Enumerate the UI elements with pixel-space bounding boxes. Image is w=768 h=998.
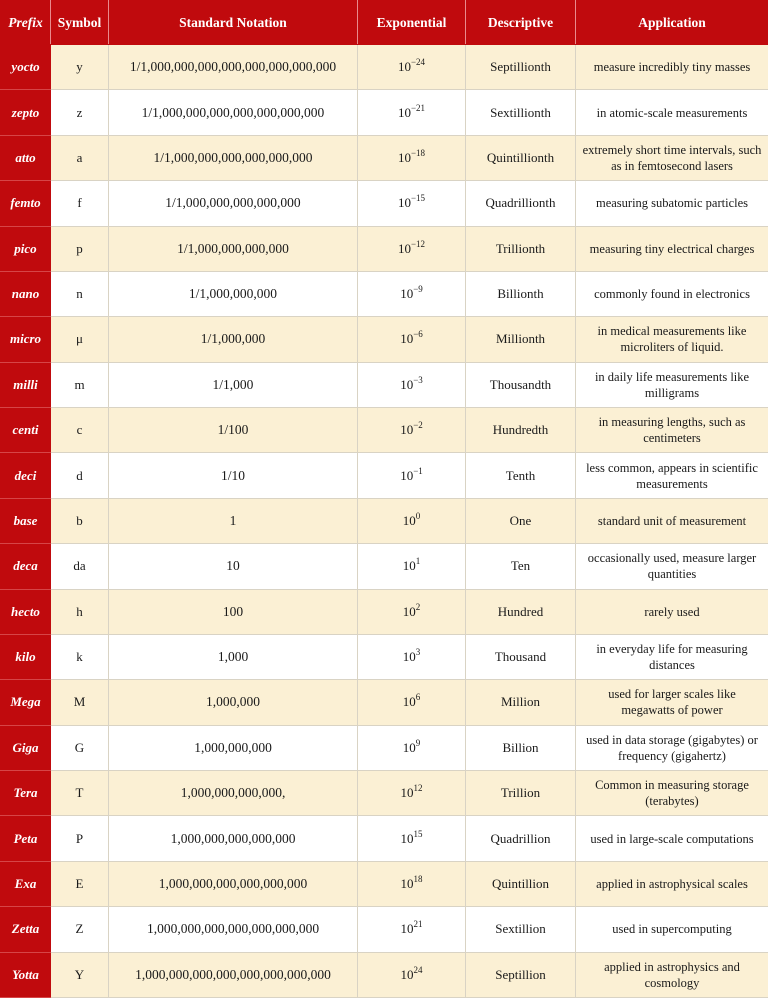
table-row — [1, 952, 768, 998]
application-cell: commonly found in electronics — [576, 271, 768, 316]
application-cell: in atomic-scale measurements — [576, 90, 768, 135]
exponent-base: 10 — [397, 149, 411, 165]
table-row — [1, 226, 768, 271]
header-prefix: Prefix — [1, 1, 51, 45]
prefix-cell: nano — [1, 271, 51, 316]
prefix-cell: hecto — [1, 589, 51, 634]
exponent-base: 10 — [397, 104, 411, 120]
descriptive-cell: Billionth — [466, 271, 576, 316]
exponent-power: −3 — [413, 374, 423, 385]
exponent-power: −15 — [410, 193, 426, 204]
exponent-power: −21 — [410, 102, 426, 113]
table-row — [1, 907, 768, 952]
symbol-cell: f — [51, 181, 109, 226]
prefix-cell: yocto — [1, 45, 51, 90]
application-cell: in medical measurements like microliters of liquid. — [576, 317, 768, 362]
table-row — [1, 680, 768, 725]
table-row — [1, 45, 768, 90]
prefix-cell: base — [1, 498, 51, 543]
standard-notation-cell: 1/1,000,000,000,000,000,000,000,000 — [109, 45, 358, 90]
prefix-cell: Zetta — [1, 907, 51, 952]
standard-notation-cell: 100 — [109, 589, 358, 634]
exponent-base: 10 — [402, 739, 416, 755]
application-cell: less common, appears in scientific measurements — [576, 453, 768, 498]
descriptive-cell: Trillionth — [466, 226, 576, 271]
application-cell: used in supercomputing — [576, 907, 768, 952]
application-cell: Common in measuring storage (terabytes) — [576, 771, 768, 816]
table-row — [1, 725, 768, 770]
standard-notation-cell: 1,000,000,000,000,000,000,000,000 — [109, 952, 358, 998]
descriptive-cell: Septillionth — [466, 45, 576, 90]
exponential-cell — [358, 408, 466, 453]
exponent-power: 2 — [415, 601, 421, 612]
exponential-cell — [358, 907, 466, 952]
exponent-power: 21 — [413, 919, 423, 930]
exponential-cell — [358, 771, 466, 816]
symbol-cell: a — [51, 135, 109, 180]
symbol-cell: P — [51, 816, 109, 861]
application-cell: used in data storage (gigabytes) or frequency (gigahertz) — [576, 725, 768, 770]
application-cell: used for larger scales like megawatts of power — [576, 680, 768, 725]
standard-notation-cell: 1/1,000,000,000,000,000,000 — [109, 135, 358, 180]
header-row — [1, 1, 768, 45]
prefix-cell: deci — [1, 453, 51, 498]
exponent-power: −9 — [413, 284, 423, 295]
exponent-power: 3 — [415, 647, 421, 658]
table-row — [1, 135, 768, 180]
standard-notation-cell: 1,000 — [109, 634, 358, 679]
table-row — [1, 498, 768, 543]
header-exponential: Exponential — [358, 1, 466, 45]
table-row — [1, 861, 768, 906]
exponent-base: 10 — [400, 331, 414, 347]
exponential-cell — [358, 861, 466, 906]
symbol-cell: μ — [51, 317, 109, 362]
exponential-cell — [358, 816, 466, 861]
prefix-cell: Peta — [1, 816, 51, 861]
exponential-cell — [358, 317, 466, 362]
standard-notation-cell: 1,000,000,000 — [109, 725, 358, 770]
exponent-base: 10 — [400, 921, 414, 937]
descriptive-cell: Quadrillion — [466, 816, 576, 861]
exponent-power: 6 — [415, 692, 421, 703]
standard-notation-cell: 1,000,000,000,000,000 — [109, 816, 358, 861]
exponential-cell — [358, 135, 466, 180]
standard-notation-cell: 1/1,000,000 — [109, 317, 358, 362]
symbol-cell: M — [51, 680, 109, 725]
exponential-cell — [358, 181, 466, 226]
exponential-cell — [358, 271, 466, 316]
standard-notation-cell: 1,000,000 — [109, 680, 358, 725]
table-row — [1, 771, 768, 816]
exponent-power: −18 — [410, 147, 426, 158]
descriptive-cell: Billion — [466, 725, 576, 770]
table-row — [1, 362, 768, 407]
descriptive-cell: Million — [466, 680, 576, 725]
exponent-base: 10 — [400, 830, 414, 846]
symbol-cell: z — [51, 90, 109, 135]
descriptive-cell: Septillion — [466, 952, 576, 998]
prefix-cell: Tera — [1, 771, 51, 816]
exponent-base: 10 — [400, 467, 414, 483]
exponent-base: 10 — [400, 376, 414, 392]
table-row — [1, 544, 768, 589]
symbol-cell: y — [51, 45, 109, 90]
descriptive-cell: Ten — [466, 544, 576, 589]
table-row — [1, 453, 768, 498]
standard-notation-cell: 1 — [109, 498, 358, 543]
symbol-cell: p — [51, 226, 109, 271]
table-header — [1, 1, 768, 45]
exponent-power: −12 — [410, 238, 426, 249]
exponential-cell — [358, 226, 466, 271]
exponent-power: 12 — [413, 783, 423, 794]
exponent-base: 10 — [400, 966, 414, 982]
table-row — [1, 634, 768, 679]
exponent-base: 10 — [402, 512, 416, 528]
application-cell: applied in astrophysical scales — [576, 861, 768, 906]
prefix-cell: Mega — [1, 680, 51, 725]
standard-notation-cell: 1/1,000,000,000,000 — [109, 226, 358, 271]
application-cell: in daily life measurements like milligrams — [576, 362, 768, 407]
descriptive-cell: Sextillion — [466, 907, 576, 952]
table-row — [1, 181, 768, 226]
symbol-cell: h — [51, 589, 109, 634]
prefix-cell: pico — [1, 226, 51, 271]
exponent-power: −1 — [413, 465, 423, 476]
header-standard-notation: Standard Notation — [109, 1, 358, 45]
descriptive-cell: Millionth — [466, 317, 576, 362]
prefix-cell: micro — [1, 317, 51, 362]
prefix-cell: Giga — [1, 725, 51, 770]
descriptive-cell: Hundredth — [466, 408, 576, 453]
exponent-power: 0 — [415, 510, 421, 521]
application-cell: measuring subatomic particles — [576, 181, 768, 226]
header-application: Application — [576, 1, 768, 45]
symbol-cell: k — [51, 634, 109, 679]
standard-notation-cell: 1/1,000,000,000,000,000 — [109, 181, 358, 226]
standard-notation-cell: 1,000,000,000,000,000,000,000 — [109, 907, 358, 952]
exponent-base: 10 — [397, 240, 411, 256]
exponent-base: 10 — [402, 694, 416, 710]
exponent-base: 10 — [400, 286, 414, 302]
exponential-cell — [358, 680, 466, 725]
exponent-power: 9 — [415, 737, 421, 748]
application-cell: extremely short time intervals, such as in femtosecond lasers — [576, 135, 768, 180]
exponent-base: 10 — [397, 59, 411, 75]
descriptive-cell: Quintillion — [466, 861, 576, 906]
exponent-power: −24 — [410, 57, 426, 68]
exponential-cell — [358, 634, 466, 679]
standard-notation-cell: 1/1,000,000,000,000,000,000,000 — [109, 90, 358, 135]
standard-notation-cell: 1,000,000,000,000, — [109, 771, 358, 816]
descriptive-cell: One — [466, 498, 576, 543]
exponent-base: 10 — [402, 558, 416, 574]
table-row — [1, 317, 768, 362]
standard-notation-cell: 1/1,000,000,000 — [109, 271, 358, 316]
table-row — [1, 408, 768, 453]
symbol-cell: m — [51, 362, 109, 407]
symbol-cell: b — [51, 498, 109, 543]
exponential-cell — [358, 45, 466, 90]
application-cell: measuring tiny electrical charges — [576, 226, 768, 271]
symbol-cell: Z — [51, 907, 109, 952]
symbol-cell: d — [51, 453, 109, 498]
symbol-cell: c — [51, 408, 109, 453]
application-cell: in everyday life for measuring distances — [576, 634, 768, 679]
symbol-cell: da — [51, 544, 109, 589]
prefix-cell: Exa — [1, 861, 51, 906]
descriptive-cell: Hundred — [466, 589, 576, 634]
application-cell: occasionally used, measure larger quantities — [576, 544, 768, 589]
header-descriptive: Descriptive — [466, 1, 576, 45]
table-row — [1, 271, 768, 316]
symbol-cell: G — [51, 725, 109, 770]
exponent-base: 10 — [397, 195, 411, 211]
exponent-power: 1 — [415, 556, 421, 567]
exponent-power: 15 — [413, 828, 423, 839]
application-cell: rarely used — [576, 589, 768, 634]
exponential-cell — [358, 544, 466, 589]
standard-notation-cell: 1/100 — [109, 408, 358, 453]
application-cell: used in large-scale computations — [576, 816, 768, 861]
descriptive-cell: Thousandth — [466, 362, 576, 407]
prefix-cell: milli — [1, 362, 51, 407]
exponential-cell — [358, 725, 466, 770]
standard-notation-cell: 1,000,000,000,000,000,000 — [109, 861, 358, 906]
prefix-cell: deca — [1, 544, 51, 589]
symbol-cell: Y — [51, 952, 109, 998]
exponential-cell — [358, 90, 466, 135]
table-row — [1, 90, 768, 135]
descriptive-cell: Quintillionth — [466, 135, 576, 180]
prefix-cell: femto — [1, 181, 51, 226]
exponent-power: −2 — [413, 420, 423, 431]
descriptive-cell: Quadrillionth — [466, 181, 576, 226]
prefix-cell: atto — [1, 135, 51, 180]
exponent-base: 10 — [402, 649, 416, 665]
descriptive-cell: Thousand — [466, 634, 576, 679]
exponential-cell — [358, 952, 466, 998]
descriptive-cell: Tenth — [466, 453, 576, 498]
application-cell: measure incredibly tiny masses — [576, 45, 768, 90]
exponent-base: 10 — [402, 603, 416, 619]
application-cell: applied in astrophysics and cosmology — [576, 952, 768, 998]
header-symbol: Symbol — [51, 1, 109, 45]
table-row — [1, 816, 768, 861]
exponent-base: 10 — [400, 785, 414, 801]
descriptive-cell: Trillion — [466, 771, 576, 816]
prefix-cell: Yotta — [1, 952, 51, 998]
exponential-cell — [358, 589, 466, 634]
exponential-cell — [358, 453, 466, 498]
exponent-base: 10 — [400, 875, 414, 891]
standard-notation-cell: 10 — [109, 544, 358, 589]
exponent-power: −6 — [413, 329, 423, 340]
application-cell: standard unit of measurement — [576, 498, 768, 543]
table-body — [1, 45, 768, 998]
exponent-power: 18 — [413, 873, 423, 884]
exponent-base: 10 — [400, 422, 414, 438]
prefix-cell: kilo — [1, 634, 51, 679]
symbol-cell: n — [51, 271, 109, 316]
table-row — [1, 589, 768, 634]
standard-notation-cell: 1/1,000 — [109, 362, 358, 407]
standard-notation-cell: 1/10 — [109, 453, 358, 498]
descriptive-cell: Sextillionth — [466, 90, 576, 135]
exponential-cell — [358, 498, 466, 543]
exponent-power: 24 — [413, 964, 423, 975]
exponential-cell — [358, 362, 466, 407]
prefix-cell: zepto — [1, 90, 51, 135]
symbol-cell: E — [51, 861, 109, 906]
application-cell: in measuring lengths, such as centimeters — [576, 408, 768, 453]
prefix-cell: centi — [1, 408, 51, 453]
symbol-cell: T — [51, 771, 109, 816]
